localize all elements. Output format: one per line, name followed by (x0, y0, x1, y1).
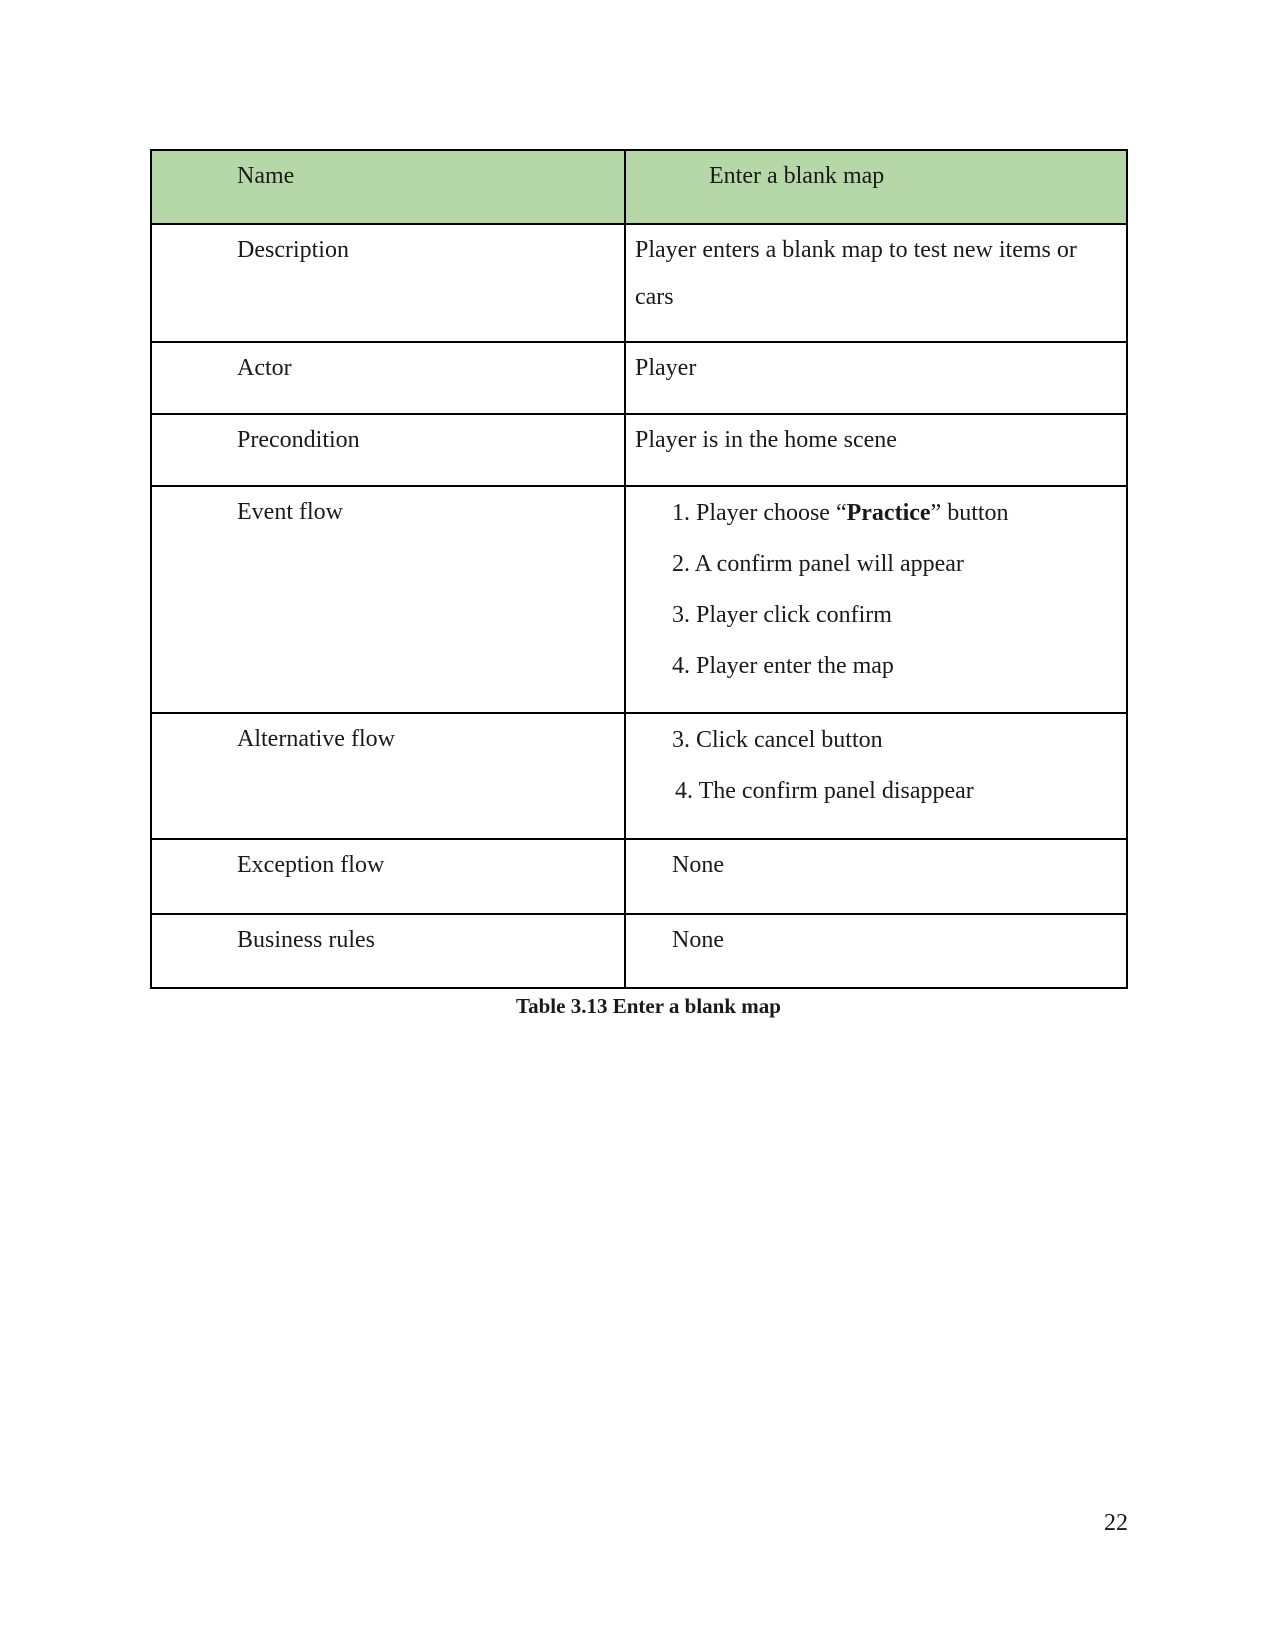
description-text: Player enters a blank map to test new items or cars (635, 237, 1077, 310)
table-row-actor (151, 342, 1127, 414)
list-item: 3. Player click confirm (672, 602, 892, 628)
row-label: Alternative flow (151, 713, 625, 839)
list-item: 4. The confirm panel disappear (675, 778, 974, 804)
step-text: 1. Player choose “ (672, 500, 847, 526)
row-label: Event flow (151, 486, 625, 713)
header-value: Enter a blank map (625, 150, 1127, 224)
row-label: Exception flow (151, 839, 625, 914)
row-value: None (625, 839, 1127, 914)
table-header-row (151, 150, 1127, 224)
step-bold-text: Practice (846, 500, 931, 526)
event-flow-list (635, 499, 1116, 703)
table-row-precondition (151, 414, 1127, 486)
row-value (625, 486, 1127, 713)
row-value: None (625, 914, 1127, 988)
list-item: 4. Player enter the map (672, 653, 894, 679)
use-case-table (150, 149, 1128, 989)
alternative-flow-list (635, 726, 1116, 828)
row-label: Actor (151, 342, 625, 414)
row-value: Player (625, 342, 1127, 414)
table-row-alternative-flow (151, 713, 1127, 839)
list-item: 2. A confirm panel will appear (672, 551, 964, 577)
step-text: ” button (930, 500, 1009, 526)
row-value (625, 713, 1127, 839)
header-label: Name (151, 150, 625, 224)
list-item (672, 499, 1116, 550)
table-row-event-flow (151, 486, 1127, 713)
table-row-exception-flow (151, 839, 1127, 914)
table-row-business-rules (151, 914, 1127, 988)
row-label: Business rules (151, 914, 625, 988)
row-label: Description (151, 224, 625, 342)
row-value (625, 224, 1127, 342)
row-value: Player is in the home scene (625, 414, 1127, 486)
list-item: 3. Click cancel button (672, 727, 883, 753)
table-caption: Table 3.13 Enter a blank map (516, 994, 781, 1018)
page-number: 22 (1104, 1510, 1128, 1536)
row-label: Precondition (151, 414, 625, 486)
table-row-description (151, 224, 1127, 342)
